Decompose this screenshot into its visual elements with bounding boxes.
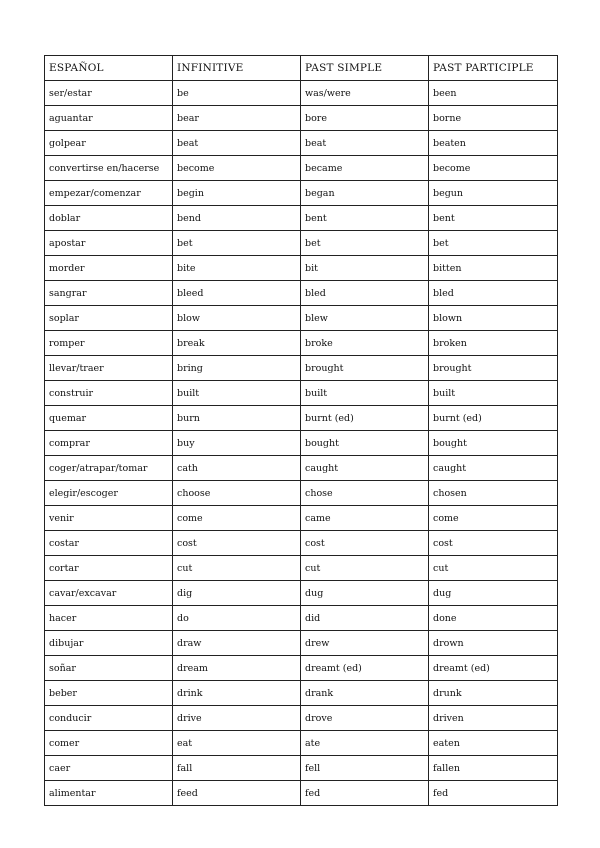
cell-espanol: ser/estar bbox=[45, 81, 173, 106]
cell-past-simple: burnt (ed) bbox=[301, 406, 429, 431]
cell-espanol: cortar bbox=[45, 556, 173, 581]
cell-past-participle: cut bbox=[429, 556, 558, 581]
cell-past-participle: broken bbox=[429, 331, 558, 356]
cell-past-simple: drank bbox=[301, 681, 429, 706]
cell-espanol: conducir bbox=[45, 706, 173, 731]
cell-past-simple: cost bbox=[301, 531, 429, 556]
cell-past-simple: bent bbox=[301, 206, 429, 231]
cell-past-participle: bet bbox=[429, 231, 558, 256]
cell-past-simple: blew bbox=[301, 306, 429, 331]
cell-espanol: llevar/traer bbox=[45, 356, 173, 381]
cell-past-simple: caught bbox=[301, 456, 429, 481]
cell-infinitive: draw bbox=[173, 631, 301, 656]
cell-past-simple: bet bbox=[301, 231, 429, 256]
table-row bbox=[45, 581, 558, 606]
header-row bbox=[45, 56, 558, 81]
cell-past-simple: brought bbox=[301, 356, 429, 381]
cell-infinitive: bet bbox=[173, 231, 301, 256]
cell-infinitive: feed bbox=[173, 781, 301, 806]
cell-past-participle: fallen bbox=[429, 756, 558, 781]
cell-past-participle: brought bbox=[429, 356, 558, 381]
cell-espanol: cavar/excavar bbox=[45, 581, 173, 606]
table-row bbox=[45, 531, 558, 556]
table-row bbox=[45, 731, 558, 756]
cell-espanol: empezar/comenzar bbox=[45, 181, 173, 206]
cell-infinitive: beat bbox=[173, 131, 301, 156]
table-row bbox=[45, 431, 558, 456]
cell-infinitive: drink bbox=[173, 681, 301, 706]
table-row bbox=[45, 131, 558, 156]
irregular-verbs-table bbox=[44, 55, 558, 806]
header-past-simple: PAST SIMPLE bbox=[301, 56, 429, 81]
cell-infinitive: built bbox=[173, 381, 301, 406]
cell-past-simple: bit bbox=[301, 256, 429, 281]
cell-past-participle: begun bbox=[429, 181, 558, 206]
cell-past-participle: beaten bbox=[429, 131, 558, 156]
cell-past-participle: blown bbox=[429, 306, 558, 331]
cell-past-participle: built bbox=[429, 381, 558, 406]
cell-infinitive: cost bbox=[173, 531, 301, 556]
cell-espanol: convertirse en/hacerse bbox=[45, 156, 173, 181]
cell-espanol: soplar bbox=[45, 306, 173, 331]
cell-past-participle: drunk bbox=[429, 681, 558, 706]
cell-past-participle: bled bbox=[429, 281, 558, 306]
table-row bbox=[45, 231, 558, 256]
cell-infinitive: cath bbox=[173, 456, 301, 481]
table-row bbox=[45, 281, 558, 306]
cell-past-participle: borne bbox=[429, 106, 558, 131]
cell-espanol: elegir/escoger bbox=[45, 481, 173, 506]
cell-espanol: soñar bbox=[45, 656, 173, 681]
cell-past-simple: bought bbox=[301, 431, 429, 456]
cell-past-participle: done bbox=[429, 606, 558, 631]
cell-past-participle: dreamt (ed) bbox=[429, 656, 558, 681]
cell-past-simple: fell bbox=[301, 756, 429, 781]
cell-past-simple: did bbox=[301, 606, 429, 631]
cell-infinitive: bite bbox=[173, 256, 301, 281]
cell-past-simple: drew bbox=[301, 631, 429, 656]
table-row bbox=[45, 206, 558, 231]
cell-infinitive: bring bbox=[173, 356, 301, 381]
table-row bbox=[45, 106, 558, 131]
cell-espanol: morder bbox=[45, 256, 173, 281]
cell-past-simple: chose bbox=[301, 481, 429, 506]
cell-espanol: sangrar bbox=[45, 281, 173, 306]
table-row bbox=[45, 256, 558, 281]
cell-past-simple: fed bbox=[301, 781, 429, 806]
cell-infinitive: bear bbox=[173, 106, 301, 131]
table-row bbox=[45, 81, 558, 106]
cell-infinitive: fall bbox=[173, 756, 301, 781]
cell-past-participle: dug bbox=[429, 581, 558, 606]
cell-infinitive: dig bbox=[173, 581, 301, 606]
cell-past-simple: cut bbox=[301, 556, 429, 581]
header-past-participle: PAST PARTICIPLE bbox=[429, 56, 558, 81]
table-row bbox=[45, 406, 558, 431]
cell-espanol: doblar bbox=[45, 206, 173, 231]
cell-infinitive: blow bbox=[173, 306, 301, 331]
cell-espanol: comprar bbox=[45, 431, 173, 456]
table-row bbox=[45, 481, 558, 506]
table-row bbox=[45, 556, 558, 581]
cell-past-participle: bent bbox=[429, 206, 558, 231]
cell-past-participle: driven bbox=[429, 706, 558, 731]
header-espanol: ESPAÑOL bbox=[45, 56, 173, 81]
table-row bbox=[45, 656, 558, 681]
cell-past-simple: bled bbox=[301, 281, 429, 306]
table-body bbox=[45, 81, 558, 806]
table-row bbox=[45, 631, 558, 656]
cell-infinitive: choose bbox=[173, 481, 301, 506]
cell-infinitive: dream bbox=[173, 656, 301, 681]
cell-infinitive: bleed bbox=[173, 281, 301, 306]
cell-espanol: construir bbox=[45, 381, 173, 406]
cell-espanol: coger/atrapar/tomar bbox=[45, 456, 173, 481]
table-row bbox=[45, 381, 558, 406]
cell-past-participle: become bbox=[429, 156, 558, 181]
table-row bbox=[45, 506, 558, 531]
header-infinitive: INFINITIVE bbox=[173, 56, 301, 81]
table-row bbox=[45, 606, 558, 631]
cell-infinitive: begin bbox=[173, 181, 301, 206]
table-row bbox=[45, 681, 558, 706]
cell-espanol: alimentar bbox=[45, 781, 173, 806]
table-row bbox=[45, 306, 558, 331]
table-row bbox=[45, 781, 558, 806]
cell-past-participle: drown bbox=[429, 631, 558, 656]
cell-past-simple: drove bbox=[301, 706, 429, 731]
cell-infinitive: cut bbox=[173, 556, 301, 581]
cell-espanol: comer bbox=[45, 731, 173, 756]
cell-espanol: quemar bbox=[45, 406, 173, 431]
cell-infinitive: drive bbox=[173, 706, 301, 731]
cell-infinitive: break bbox=[173, 331, 301, 356]
cell-past-participle: cost bbox=[429, 531, 558, 556]
table-row bbox=[45, 706, 558, 731]
cell-past-simple: beat bbox=[301, 131, 429, 156]
cell-past-simple: dug bbox=[301, 581, 429, 606]
cell-past-participle: caught bbox=[429, 456, 558, 481]
cell-past-participle: come bbox=[429, 506, 558, 531]
cell-past-simple: was/were bbox=[301, 81, 429, 106]
cell-infinitive: burn bbox=[173, 406, 301, 431]
cell-past-simple: came bbox=[301, 506, 429, 531]
cell-past-simple: bore bbox=[301, 106, 429, 131]
table-row bbox=[45, 756, 558, 781]
cell-espanol: golpear bbox=[45, 131, 173, 156]
cell-espanol: costar bbox=[45, 531, 173, 556]
cell-past-participle: been bbox=[429, 81, 558, 106]
cell-past-simple: built bbox=[301, 381, 429, 406]
cell-espanol: aguantar bbox=[45, 106, 173, 131]
cell-espanol: apostar bbox=[45, 231, 173, 256]
cell-espanol: caer bbox=[45, 756, 173, 781]
cell-infinitive: buy bbox=[173, 431, 301, 456]
table-row bbox=[45, 331, 558, 356]
cell-espanol: dibujar bbox=[45, 631, 173, 656]
cell-infinitive: come bbox=[173, 506, 301, 531]
cell-espanol: hacer bbox=[45, 606, 173, 631]
cell-past-participle: fed bbox=[429, 781, 558, 806]
cell-past-participle: eaten bbox=[429, 731, 558, 756]
cell-past-simple: dreamt (ed) bbox=[301, 656, 429, 681]
cell-espanol: venir bbox=[45, 506, 173, 531]
cell-past-participle: bought bbox=[429, 431, 558, 456]
cell-infinitive: be bbox=[173, 81, 301, 106]
cell-infinitive: bend bbox=[173, 206, 301, 231]
cell-past-participle: bitten bbox=[429, 256, 558, 281]
table-row bbox=[45, 156, 558, 181]
cell-infinitive: do bbox=[173, 606, 301, 631]
cell-past-participle: chosen bbox=[429, 481, 558, 506]
cell-espanol: beber bbox=[45, 681, 173, 706]
cell-past-simple: became bbox=[301, 156, 429, 181]
table-row bbox=[45, 456, 558, 481]
cell-infinitive: eat bbox=[173, 731, 301, 756]
cell-espanol: romper bbox=[45, 331, 173, 356]
cell-past-simple: began bbox=[301, 181, 429, 206]
cell-past-simple: ate bbox=[301, 731, 429, 756]
cell-infinitive: become bbox=[173, 156, 301, 181]
table-row bbox=[45, 181, 558, 206]
cell-past-simple: broke bbox=[301, 331, 429, 356]
table-row bbox=[45, 356, 558, 381]
cell-past-participle: burnt (ed) bbox=[429, 406, 558, 431]
